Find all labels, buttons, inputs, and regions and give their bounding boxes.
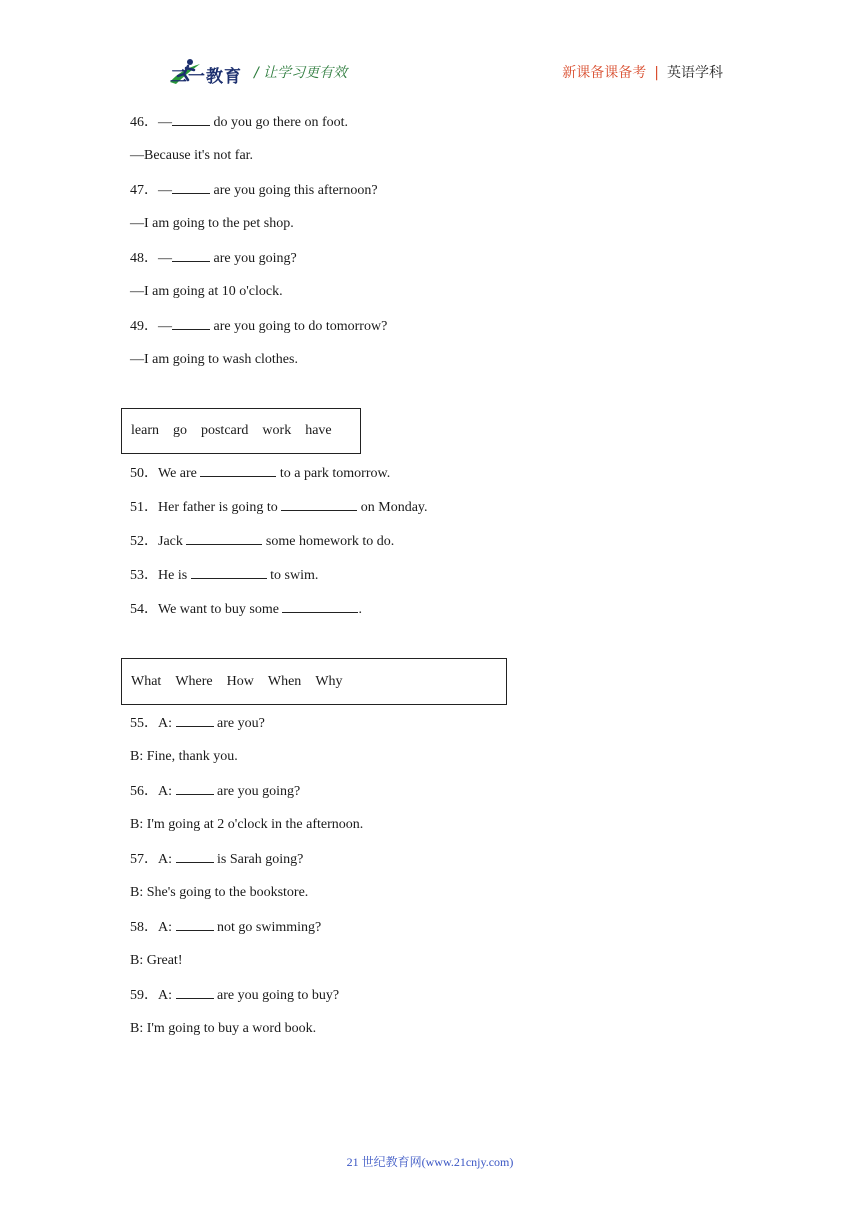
answer-46: —Because it's not far. (130, 148, 254, 163)
question-number: 47． (130, 183, 158, 198)
answer-57: B: She's going to the bookstore. (130, 885, 309, 900)
answer-blank[interactable] (282, 600, 358, 613)
answer-58: B: Great! (130, 953, 183, 968)
word-bank-item: When (267, 673, 302, 689)
answer-47: —I am going to the pet shop. (130, 216, 294, 231)
question-prefix: A: (158, 784, 176, 799)
word-bank-item: postcard (200, 423, 249, 438)
header-separator: | (654, 65, 659, 81)
question-number: 55． (130, 716, 158, 731)
answer-blank[interactable] (176, 918, 214, 931)
question-58 (130, 918, 321, 937)
question-prefix: — (158, 319, 172, 334)
word-bank-item: work (262, 423, 292, 438)
word-bank-item: How (226, 673, 254, 689)
question-text: is Sarah going? (213, 852, 304, 867)
question-50 (130, 464, 390, 483)
header-subject-label: 英语学科 (667, 65, 723, 81)
answer-59: B: I'm going to buy a word book. (130, 1021, 317, 1036)
question-text: do you go there on foot. (210, 115, 349, 130)
answer-blank[interactable] (176, 850, 214, 863)
question-number: 51． (130, 500, 158, 515)
word-bank-item: Where (175, 673, 213, 689)
question-49 (130, 317, 387, 336)
answer-blank[interactable] (172, 113, 210, 126)
answer-blank[interactable] (172, 317, 210, 330)
question-text: to swim. (266, 568, 319, 583)
question-56 (130, 782, 300, 801)
question-47 (130, 181, 378, 200)
word-bank-item: What (131, 673, 162, 689)
word-bank-item: have (305, 423, 332, 438)
word-bank-1 (121, 408, 361, 454)
question-prefix: A: (158, 988, 176, 1003)
question-prefix: — (158, 183, 172, 198)
logo-text: 二一教育 (170, 67, 242, 87)
answer-56: B: I'm going at 2 o'clock in the afternoon. (130, 817, 364, 832)
question-text: on Monday. (357, 500, 428, 515)
question-prefix: Her father is going to (158, 500, 282, 515)
question-46 (130, 113, 348, 132)
question-number: 48． (130, 251, 158, 266)
slogan: / 让学习更有效 (254, 65, 348, 81)
question-48 (130, 249, 297, 268)
question-prefix: Jack (158, 534, 187, 549)
question-number: 49． (130, 319, 158, 334)
question-prefix: We are (158, 466, 201, 481)
answer-blank[interactable] (172, 181, 210, 194)
question-text: to a park tomorrow. (276, 466, 391, 481)
header-subject (562, 62, 723, 82)
question-prefix: A: (158, 716, 176, 731)
question-52 (130, 532, 394, 551)
answer-blank[interactable] (191, 566, 267, 579)
word-bank-2 (121, 658, 507, 705)
question-text: are you going to do tomorrow? (210, 319, 388, 334)
question-number: 50． (130, 466, 158, 481)
question-number: 57． (130, 852, 158, 867)
question-59 (130, 986, 339, 1005)
question-text: are you going? (210, 251, 297, 266)
question-54 (130, 600, 362, 619)
answer-blank[interactable] (172, 249, 210, 262)
question-text: some homework to do. (262, 534, 395, 549)
word-bank-item: Why (315, 673, 343, 689)
answer-blank[interactable] (281, 498, 357, 511)
question-prefix: — (158, 251, 172, 266)
answer-48: —I am going at 10 o'clock. (130, 284, 283, 299)
page-footer: 21 世纪教育网(www.21cnjy.com) (346, 1155, 514, 1169)
answer-49: —I am going to wash clothes. (130, 352, 298, 367)
question-text: are you going? (213, 784, 301, 799)
question-number: 53． (130, 568, 158, 583)
question-number: 46． (130, 115, 158, 130)
question-53 (130, 566, 318, 585)
answer-blank[interactable] (176, 714, 214, 727)
question-prefix: A: (158, 852, 176, 867)
question-text: are you going this afternoon? (210, 183, 378, 198)
answer-blank[interactable] (186, 532, 262, 545)
answer-blank[interactable] (200, 464, 276, 477)
word-bank-item: go (172, 423, 187, 438)
question-number: 58． (130, 920, 158, 935)
question-number: 54． (130, 602, 158, 617)
page-header (0, 0, 860, 100)
question-55 (130, 714, 265, 733)
answer-blank[interactable] (176, 986, 214, 999)
question-prefix: — (158, 115, 172, 130)
question-text: not go swimming? (213, 920, 322, 935)
question-number: 59． (130, 988, 158, 1003)
word-bank-item: learn (131, 423, 159, 438)
question-number: 52． (130, 534, 158, 549)
question-text: are you going to buy? (213, 988, 340, 1003)
answer-blank[interactable] (176, 782, 214, 795)
question-57 (130, 850, 303, 869)
question-prefix: A: (158, 920, 176, 935)
answer-55: B: Fine, thank you. (130, 749, 238, 764)
question-51 (130, 498, 428, 517)
question-text: . (358, 602, 362, 617)
header-course-label: 新课备课备考 (562, 65, 647, 81)
question-text: are you? (213, 716, 265, 731)
question-number: 56． (130, 784, 158, 799)
question-prefix: He is (158, 568, 191, 583)
question-prefix: We want to buy some (158, 602, 283, 617)
